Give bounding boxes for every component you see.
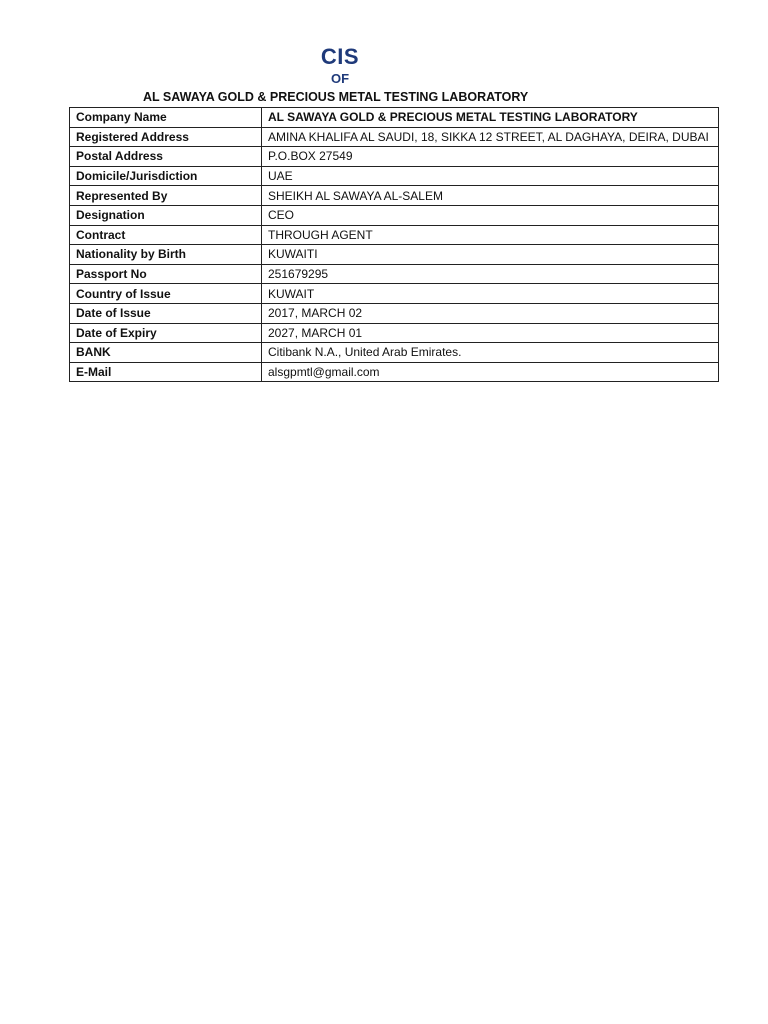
row-label: Represented By <box>70 186 262 206</box>
row-value: KUWAITI <box>262 245 719 265</box>
table-row <box>70 362 719 382</box>
table-row <box>70 284 719 304</box>
row-label: E-Mail <box>70 362 262 382</box>
row-value: AMINA KHALIFA AL SAUDI, 18, SIKKA 12 STREET, AL DAGHAYA, DEIRA, DUBAI <box>262 127 719 147</box>
row-label: Postal Address <box>70 147 262 167</box>
table-row <box>70 127 719 147</box>
row-label: Domicile/Jurisdiction <box>70 166 262 186</box>
table-row <box>70 323 719 343</box>
row-value: CEO <box>262 205 719 225</box>
row-label: Contract <box>70 225 262 245</box>
row-value: SHEIKH AL SAWAYA AL-SALEM <box>262 186 719 206</box>
table-row <box>70 147 719 167</box>
email-value: alsgpmtl@gmail.com <box>262 362 719 382</box>
row-label: Designation <box>70 205 262 225</box>
row-value: KUWAIT <box>262 284 719 304</box>
title-connector: OF <box>330 71 350 86</box>
table-row <box>70 245 719 265</box>
row-value: THROUGH AGENT <box>262 225 719 245</box>
row-value: AL SAWAYA GOLD & PRECIOUS METAL TESTING LABORATORY <box>262 108 719 128</box>
row-value: UAE <box>262 166 719 186</box>
table-row <box>70 108 719 128</box>
row-value: 2017, MARCH 02 <box>262 303 719 323</box>
row-label: Nationality by Birth <box>70 245 262 265</box>
row-label: BANK <box>70 343 262 363</box>
company-heading: AL SAWAYA GOLD & PRECIOUS METAL TESTING LABORATORY <box>143 90 529 104</box>
document-title: CIS <box>320 44 360 69</box>
table-row <box>70 166 719 186</box>
row-label: Date of Expiry <box>70 323 262 343</box>
row-label: Company Name <box>70 108 262 128</box>
table-row <box>70 205 719 225</box>
row-value: P.O.BOX 27549 <box>262 147 719 167</box>
row-label: Country of Issue <box>70 284 262 304</box>
row-value: Citibank N.A., United Arab Emirates. <box>262 343 719 363</box>
table-row <box>70 303 719 323</box>
row-label: Passport No <box>70 264 262 284</box>
table-row <box>70 186 719 206</box>
table-row <box>70 225 719 245</box>
table-row <box>70 264 719 284</box>
row-label: Registered Address <box>70 127 262 147</box>
row-value: 2027, MARCH 01 <box>262 323 719 343</box>
row-value: 251679295 <box>262 264 719 284</box>
table-row <box>70 343 719 363</box>
company-info-table <box>69 107 719 382</box>
row-label: Date of Issue <box>70 303 262 323</box>
